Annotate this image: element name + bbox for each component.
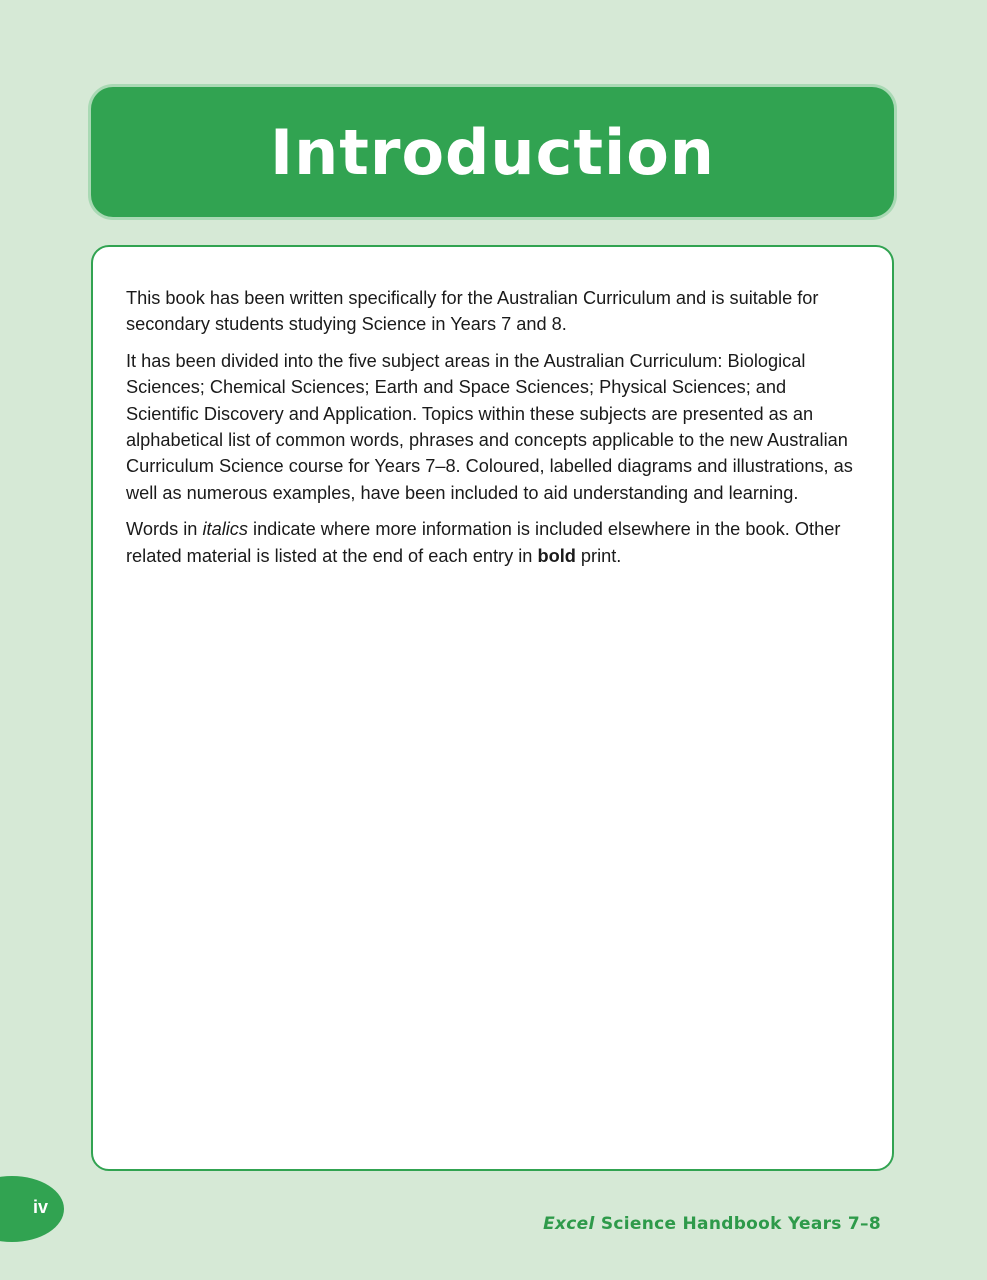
footer-title-rest: Science Handbook Years 7–8 <box>594 1214 881 1234</box>
intro-paragraph-2: It has been divided into the five subject areas in the Australian Curriculum: Biological Sciences; Chemical Sciences; Earth and Space Sciences; Physical Sciences; and Scientific Discovery and Application. Topics within these subjects are presented as an alphabetical list of common words, phrases and concepts applicable to the new Australian Curriculum Science course for Years 7–8. Coloured, labelled diagrams and illustrations, as well as numerous examples, have been included to aid understanding and learning. <box>126 350 853 503</box>
page-number-tab <box>0 1176 64 1242</box>
footer-book-title <box>543 1214 881 1234</box>
page-number: iv <box>33 1197 49 1217</box>
p3-text-start: Words in <box>126 519 203 540</box>
intro-paragraph-1: This book has been written specifically for the Australian Curriculum and is suitable for secondary students studying Science in Years 7 and 8. <box>126 288 819 335</box>
title-banner <box>91 87 894 217</box>
footer-brand: Excel <box>543 1214 595 1234</box>
intro-paragraph-3 <box>126 516 858 569</box>
bold-example: bold <box>537 545 576 566</box>
italics-example: italics <box>202 519 248 540</box>
page-title: Introduction <box>270 115 715 189</box>
p3-text-end: print. <box>575 545 622 566</box>
content-box <box>91 245 894 1171</box>
p3-text-middle: indicate where more information is included elsewhere in the book. Other related material is listed at the end of each entry in <box>126 519 841 566</box>
